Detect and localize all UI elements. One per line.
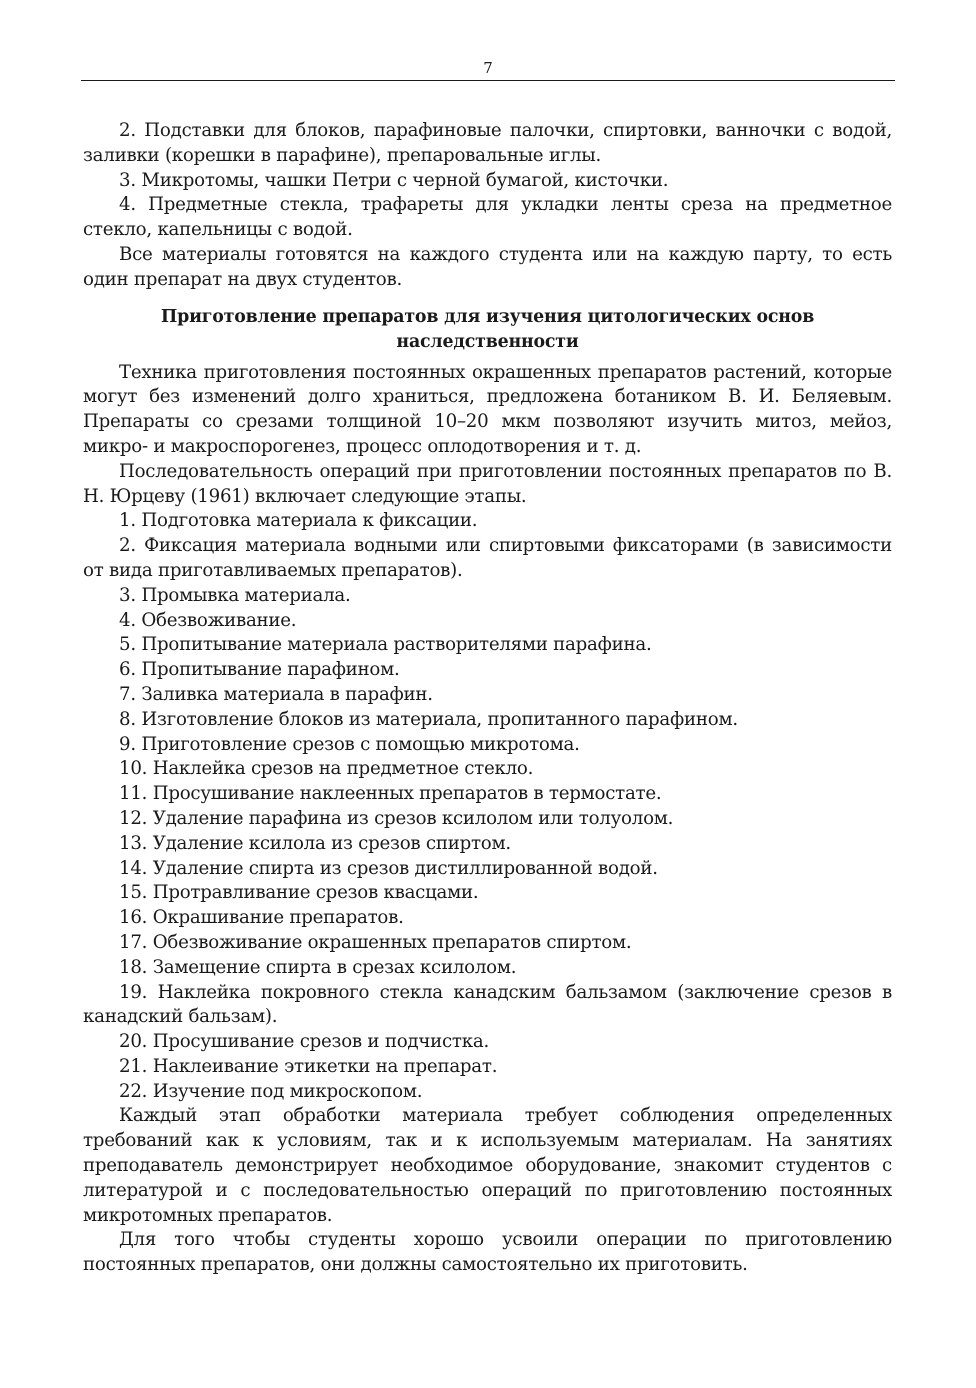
body-paragraph: Техника приготовления постоянных окрашенных препаратов растений, которые могут без изменений долго храниться, предложена ботаником В. И. Беляевым. Препараты со срезами толщиной 10–20 мкм позволяют изучить митоз, мейоз, микро- и макроспорогенез, процесс оплодотворения и т. д. [83, 361, 892, 457]
step-item: 15. Протравливание срезов квасцами. [119, 882, 479, 904]
step-item: 13. Удаление ксилола из срезов спиртом. [119, 832, 511, 854]
body-paragraph: Последовательность операций при приготовлении постоянных препаратов по В. Н. Юрцеву (1961) включает следующие этапы. [83, 460, 892, 507]
intro-item: 4. Предметные стекла, трафареты для укладки ленты среза на предметное стекло, капельницы с водой. [83, 194, 892, 241]
step-item: 14. Удаление спирта из срезов дистиллированной водой. [119, 857, 658, 879]
step-item: 20. Просушивание срезов и подчистка. [119, 1031, 489, 1053]
step-item: 7. Заливка материала в парафин. [119, 683, 433, 705]
page-number: 7 [483, 59, 493, 77]
closing-paragraph: Для того чтобы студенты хорошо усвоили операции по приготовлению постоянных препаратов, они должны самостоятельно их приготовить. [83, 1229, 892, 1276]
step-item: 8. Изготовление блоков из материала, пропитанного парафином. [119, 708, 738, 730]
step-item: 5. Пропитывание материала растворителями парафина. [119, 634, 652, 656]
intro-paragraph: Все материалы готовятся на каждого студента или на каждую парту, то есть один препарат на двух студентов. [83, 243, 892, 290]
step-item: 19. Наклейка покровного стекла канадским бальзамом (заключение срезов в канадский бальзам). [83, 981, 892, 1028]
page-content [83, 119, 892, 1278]
step-item: 2. Фиксация материала водными или спиртовыми фиксаторами (в зависимости от вида приготавливаемых препаратов). [83, 535, 892, 581]
step-item: 9. Приготовление срезов с помощью микротома. [119, 733, 580, 755]
closing-paragraph: Каждый этап обработки материала требует соблюдения определенных требований как к условиям, так и к используемым материалам. На занятиях преподаватель демонстрирует необходимое оборудование, знакомит студентов с литературой и с последовательностью операций по приготовлению постоянных микротомных препаратов. [83, 1105, 892, 1226]
step-item: 17. Обезвоживание окрашенных препаратов спиртом. [119, 931, 632, 953]
intro-item: 3. Микротомы, чашки Петри с черной бумагой, кисточки. [119, 169, 669, 191]
step-item: 10. Наклейка срезов на предметное стекло. [119, 758, 534, 780]
step-item: 6. Пропитывание парафином. [119, 659, 400, 681]
step-item: 16. Окрашивание препаратов. [119, 907, 404, 929]
section-heading-line: Приготовление препаратов для изучения цитологических основ [160, 306, 815, 327]
section-heading [83, 305, 892, 355]
step-item: 18. Замещение спирта в срезах ксилолом. [119, 956, 517, 978]
step-item: 21. Наклеивание этикетки на препарат. [119, 1055, 498, 1077]
header-rule [81, 80, 895, 81]
step-item: 1. Подготовка материала к фиксации. [119, 510, 478, 532]
step-item: 11. Просушивание наклеенных препаратов в термостате. [119, 783, 662, 805]
intro-item: 2. Подставки для блоков, парафиновые палочки, спиртовки, ванночки с водой, заливки (корешки в парафине), препаровальные иглы. [83, 120, 892, 166]
step-item: 12. Удаление парафина из срезов ксилолом или толуолом. [119, 807, 674, 829]
step-item: 4. Обезвоживание. [119, 609, 297, 631]
step-item: 3. Промывка материала. [119, 584, 351, 606]
section-heading-line: наследственности [396, 331, 579, 352]
step-item: 22. Изучение под микроскопом. [119, 1080, 423, 1102]
